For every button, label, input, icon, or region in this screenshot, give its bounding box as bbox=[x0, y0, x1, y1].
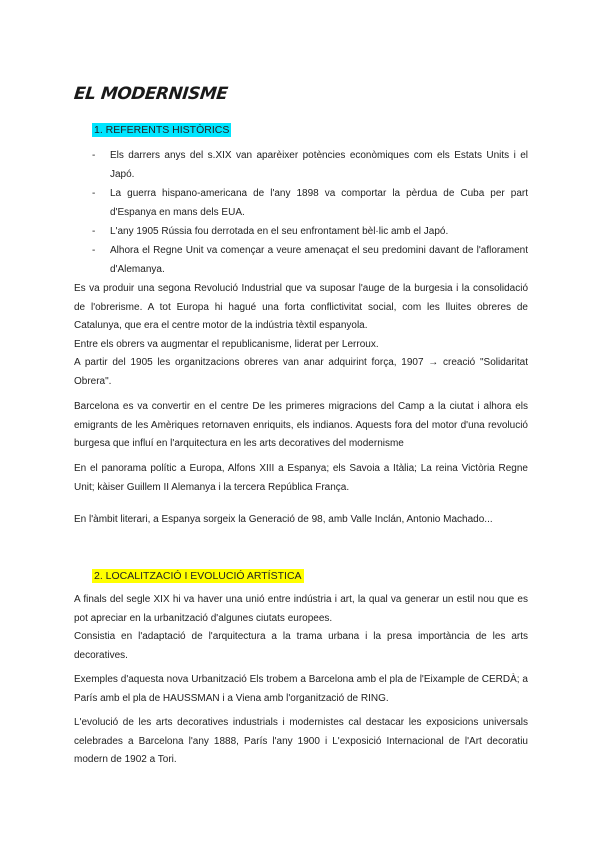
paragraph-urbanitzacio bbox=[74, 671, 528, 708]
paragraph-text: En el panorama polític a Europa, Alfons XIII a Espanya; els Savoia a Itàlia; La reina Victòria Regne Unit; kàiser Guillem II Alemanya i la tercera República França. bbox=[74, 463, 528, 493]
section-heading-text: 1. REFERENTS HISTÒRICS bbox=[94, 124, 230, 136]
paragraph-literari bbox=[74, 511, 528, 530]
paragraph-text: Consistia en l'adaptació de l'arquitectura a la trama urbana i la presa importància de les arts decoratives. bbox=[74, 631, 528, 661]
page-title: EL MODERNISME bbox=[72, 84, 229, 104]
paragraph-text: En l'àmbit literari, a Espanya sorgeix la Generació de 98, amb Valle Inclán, Antonio Machado... bbox=[74, 514, 493, 525]
list-item: - Alhora el Regne Unit va començar a veure amenaçat el seu predomini davant de l'aflorament d'Alemanya. bbox=[92, 241, 528, 279]
paragraph-exposicions bbox=[74, 714, 528, 770]
list-item: - L'any 1905 Rússia fou derrotada en el seu enfrontament bèl·lic amb el Japó. bbox=[92, 222, 528, 241]
paragraph-text: L'evolució de les arts decoratives industrials i modernistes cal destacar les exposicions universals celebrades a Barcelona l'any 1888, París l'any 1900 i L'exposició Internacional de l'Art decoratiu modern de 1902 a Tori. bbox=[74, 717, 528, 765]
list-item: - Els darrers anys del s.XIX van aparèixer potències econòmiques com els Estats Units i el Japó. bbox=[92, 146, 528, 184]
paragraph-text: A partir del 1905 les organitzacions obreres van anar adquirint força, 1907 → creació "Solidaritat Obrera". bbox=[74, 357, 528, 387]
section-heading-referents bbox=[92, 124, 231, 136]
section-heading-localitzacio bbox=[92, 570, 304, 582]
paragraph-barcelona bbox=[74, 398, 528, 454]
paragraph-text: A finals del segle XIX hi va haver una unió entre indústria i art, la qual va generar un estil nou que es pot apreciar en la urbanització d'algunes ciutats europees. bbox=[74, 594, 528, 624]
section-heading-text: 2. LOCALITZACIÓ I EVOLUCIÓ ARTÍSTICA bbox=[94, 570, 302, 582]
paragraph-text: Entre els obrers va augmentar el republicanisme, liderat per Lerroux. bbox=[74, 338, 379, 350]
paragraph-text: Es va produir una segona Revolució Industrial que va suposar l'auge de la burgesia i la consolidació de l'obrerisme. A tot Europa hi hagué una forta conflictivitat social, com les lluites obreres de Catalunya, que era el centre motor de la indústria tèxtil espanyola. bbox=[74, 283, 528, 331]
paragraph-text: Barcelona es va convertir en el centre De les primeres migracions del Camp a la ciutat i alhora els emigrants de les Amèriques retornaven enriquits, els indianos. Aquests fora del motor d'una revolució burgesa que influí en l'arquitectura en les arts decoratives del modernisme bbox=[74, 401, 528, 449]
paragraph-industria-art bbox=[74, 591, 528, 665]
paragraph-text: Exemples d'aquesta nova Urbanització Els trobem a Barcelona amb el pla de l'Eixample de CERDÀ; a París amb el pla de HAUSSMAN i a Viena amb l'organització de RING. bbox=[74, 674, 528, 704]
bullet-list bbox=[92, 146, 528, 279]
paragraph-panorama bbox=[74, 460, 528, 497]
list-item: - La guerra hispano-americana de l'any 1898 va comportar la pèrdua de Cuba per part d'Espanya en mans dels EUA. bbox=[92, 184, 528, 222]
paragraph-revolucio bbox=[74, 280, 528, 391]
